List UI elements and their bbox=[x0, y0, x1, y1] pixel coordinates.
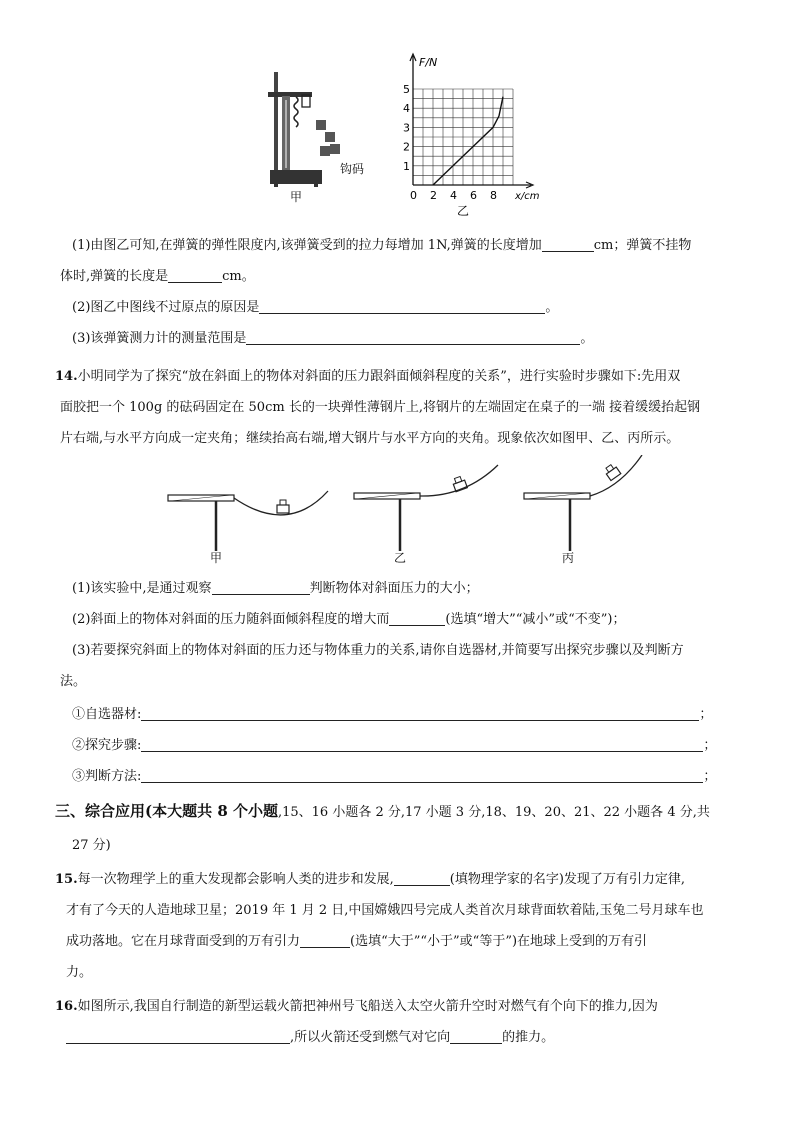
q16-line1: 16.如图所示,我国自行制造的新型运载火箭把神州号飞船送入太空火箭升空时对燃气有个向下的推力,因为 bbox=[55, 999, 658, 1014]
section-3-line2: 27 分) bbox=[72, 838, 111, 853]
q16-answer-blank-1[interactable] bbox=[66, 1029, 290, 1044]
section-3-title: 三、综合应用(本大题共 8 个小题 bbox=[55, 802, 278, 820]
force-extension-graph bbox=[395, 50, 565, 220]
slope-label-bing: 丙 bbox=[562, 551, 575, 565]
q14-answer-blank-2[interactable] bbox=[389, 611, 445, 626]
q13-answer-blank-4[interactable] bbox=[246, 330, 580, 345]
x-tick-label: 8 bbox=[490, 189, 497, 202]
x-tick-label: 6 bbox=[470, 189, 477, 202]
section-3-heading bbox=[55, 800, 710, 821]
q15-line3: 成功落地。它在月球背面受到的万有引力 (选填“大于”“小于”或“等于”)在地球上受到的万有引 bbox=[66, 934, 648, 949]
q14-number: 14. bbox=[55, 369, 78, 384]
q14-line2: 面胶把一个 100g 的砝码固定在 50cm 长的一块弹性薄钢片上,将钢片的左端固定在桌子的一端 接着缓缓抬起钢 bbox=[60, 400, 701, 415]
slope-label-jia: 甲 bbox=[210, 551, 223, 565]
fig-label-jia: 甲 bbox=[290, 190, 303, 204]
q15-line2: 才有了今天的人造地球卫星；2019 年 1 月 2 日,中国嫦娥四号完成人类首次月球背面软着陆,玉兔二号月球车也 bbox=[66, 903, 704, 918]
y-tick-label: 3 bbox=[403, 121, 410, 135]
force-extension-line bbox=[433, 97, 503, 185]
q16-number: 16. bbox=[55, 999, 78, 1014]
q14-item-steps: ②探究步骤: ； bbox=[72, 738, 717, 753]
q13-answer-blank-1[interactable] bbox=[542, 237, 594, 252]
q13-part2: (2)图乙中图线不过原点的原因是 。 bbox=[72, 300, 559, 315]
q14-line3: 片右端,与水平方向成一定夹角；继续抬高右端,增大钢片与水平方向的夹角。现象依次如图甲、乙、丙所示。 bbox=[60, 431, 680, 446]
q13-part3: (3)该弹簧测力计的测量范围是 。 bbox=[72, 331, 594, 346]
y-axis-label: F/N bbox=[419, 56, 438, 69]
q15-line4: 力。 bbox=[66, 965, 93, 980]
method-answer-line[interactable] bbox=[141, 768, 703, 783]
q14-line1: 14.小明同学为了探究“放在斜面上的物体对斜面的压力跟斜面倾斜程度的关系”，进行实验时步骤如下:先用双 bbox=[55, 369, 681, 384]
x-tick-label: 4 bbox=[450, 189, 457, 202]
q14-part3-line1: (3)若要探究斜面上的物体对斜面的压力还与物体重力的关系,请你自选器材,并简要写出探究步骤以及判断方 bbox=[72, 643, 684, 658]
q15-number: 15. bbox=[55, 872, 78, 887]
figure-spring bbox=[262, 68, 372, 208]
q14-item-method: ③判断方法: ； bbox=[72, 769, 717, 784]
q13-answer-blank-3[interactable] bbox=[259, 299, 545, 314]
y-tick-label: 1 bbox=[403, 159, 410, 173]
steps-answer-line[interactable] bbox=[141, 737, 703, 752]
figure-slopes bbox=[160, 455, 650, 565]
y-tick-label: 5 bbox=[403, 83, 410, 96]
section-3-scoring: ,15、16 小题各 2 分,17 小题 3 分,18、19、20、21、22 小题各 4 分,共 bbox=[277, 805, 710, 820]
slope-label-yi: 乙 bbox=[394, 551, 407, 565]
q15-answer-blank-1[interactable] bbox=[394, 871, 450, 886]
q13-answer-blank-2[interactable] bbox=[168, 268, 222, 283]
q15-line1: 15.每一次物理学上的重大发现都会影响人类的进步和发展, (填物理学家的名字)发现了万有引力定律, bbox=[55, 872, 686, 887]
q14-part3-line2: 法。 bbox=[60, 674, 87, 689]
q16-line2: ,所以火箭还受到燃气对它向 的推力。 bbox=[66, 1026, 554, 1045]
y-tick-label: 4 bbox=[403, 102, 410, 116]
q14-part1: (1)该实验中,是通过观察 判断物体对斜面压力的大小； bbox=[72, 581, 479, 596]
q13-part1-line2: 体时,弹簧的长度是 cm。 bbox=[60, 269, 255, 284]
weights-label: 钩码 bbox=[340, 162, 365, 176]
q13-part1-line1: (1)由图乙可知,在弹簧的弹性限度内,该弹簧受到的拉力每增加 1N,弹簧的长度增加 cm；弹簧不挂物 bbox=[72, 238, 692, 253]
x-tick-label: 2 bbox=[430, 189, 437, 202]
q16-answer-blank-2[interactable] bbox=[450, 1029, 502, 1044]
q14-part2: (2)斜面上的物体对斜面的压力随斜面倾斜程度的增大而 (选填“增大”“减小”或“不变”)； bbox=[72, 612, 626, 627]
figure-force-graph bbox=[395, 50, 565, 220]
q15-answer-blank-2[interactable] bbox=[300, 933, 350, 948]
q14-answer-blank-1[interactable] bbox=[212, 580, 310, 595]
x-axis-label: x/cm bbox=[515, 191, 540, 202]
q14-item-materials: ①自选器材: ； bbox=[72, 707, 713, 722]
spring-stand-diagram bbox=[262, 68, 372, 208]
x-tick-label: 0 bbox=[410, 189, 417, 202]
fig-label-yi: 乙 bbox=[457, 204, 470, 218]
materials-answer-line[interactable] bbox=[141, 706, 699, 721]
y-tick-label: 2 bbox=[403, 140, 410, 154]
